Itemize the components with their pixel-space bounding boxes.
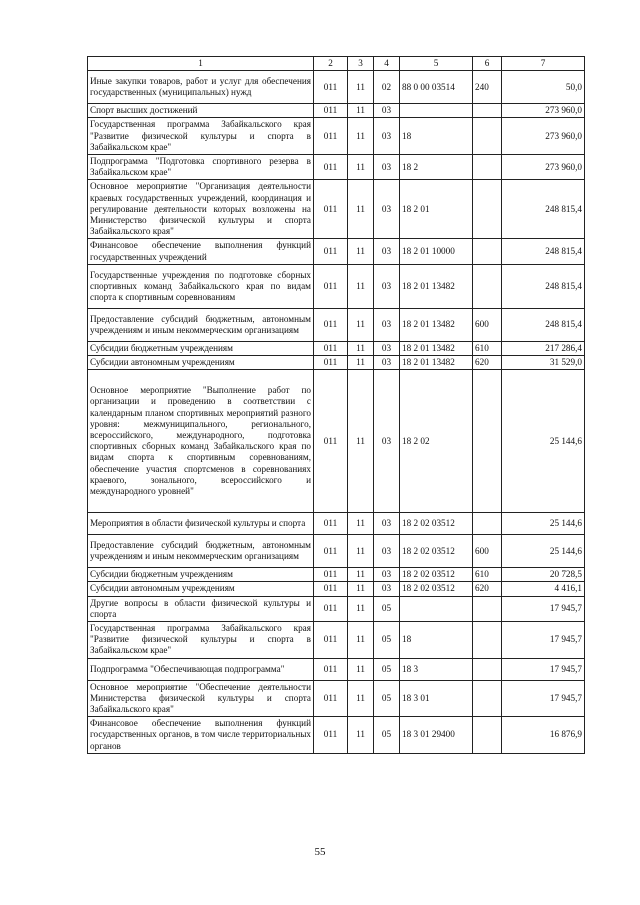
expense-type-cell: 620 <box>473 356 502 370</box>
item-name-cell: Финансовое обеспечение выполнения функций государственных органов, в том числе территориальных органов <box>88 717 314 754</box>
header-cell: 4 <box>374 57 400 71</box>
section-cell: 11 <box>348 680 374 717</box>
ministry-code-cell: 011 <box>314 264 348 308</box>
ministry-code-cell: 011 <box>314 71 348 104</box>
table-row <box>88 180 585 239</box>
header-cell: 1 <box>88 57 314 71</box>
target-article-cell: 18 2 01 13482 <box>400 308 473 341</box>
table-row <box>88 118 585 155</box>
section-cell: 11 <box>348 180 374 239</box>
target-article-cell <box>400 104 473 118</box>
table-row <box>88 155 585 180</box>
section-cell: 11 <box>348 264 374 308</box>
section-cell: 11 <box>348 582 374 596</box>
table-row <box>88 717 585 754</box>
subsection-cell: 05 <box>374 622 400 659</box>
page-number: 55 <box>314 846 326 858</box>
amount-cell: 17 945,7 <box>502 596 585 621</box>
section-cell: 11 <box>348 622 374 659</box>
amount-cell: 50,0 <box>502 71 585 104</box>
table-row <box>88 568 585 582</box>
amount-cell: 273 960,0 <box>502 104 585 118</box>
amount-cell: 25 144,6 <box>502 513 585 535</box>
target-article-cell: 88 0 00 03514 <box>400 71 473 104</box>
section-cell: 11 <box>348 356 374 370</box>
amount-cell: 248 815,4 <box>502 239 585 264</box>
ministry-code-cell: 011 <box>314 622 348 659</box>
expense-type-cell <box>473 370 502 513</box>
ministry-code-cell: 011 <box>314 582 348 596</box>
section-cell: 11 <box>348 658 374 680</box>
section-cell: 11 <box>348 341 374 355</box>
amount-cell: 31 529,0 <box>502 356 585 370</box>
header-cell: 7 <box>502 57 585 71</box>
section-cell: 11 <box>348 370 374 513</box>
subsection-cell: 03 <box>374 308 400 341</box>
item-name-cell: Государственная программа Забайкальского края "Развитие физической культуры и спорта в Забайкальском крае" <box>88 622 314 659</box>
table-row <box>88 264 585 308</box>
expense-type-cell: 620 <box>473 582 502 596</box>
expense-type-cell <box>473 658 502 680</box>
ministry-code-cell: 011 <box>314 680 348 717</box>
amount-cell: 273 960,0 <box>502 118 585 155</box>
item-name-cell: Мероприятия в области физической культуры и спорта <box>88 513 314 535</box>
section-cell: 11 <box>348 118 374 155</box>
section-cell: 11 <box>348 104 374 118</box>
header-cell: 5 <box>400 57 473 71</box>
item-name-cell: Предоставление субсидий бюджетным, автономным учреждениям и иным некоммерческим организациям <box>88 535 314 568</box>
item-name-cell: Субсидии бюджетным учреждениям <box>88 341 314 355</box>
table-row <box>88 622 585 659</box>
expense-type-cell <box>473 622 502 659</box>
ministry-code-cell: 011 <box>314 513 348 535</box>
item-name-cell: Иные закупки товаров, работ и услуг для обеспечения государственных (муниципальных) нужд <box>88 71 314 104</box>
item-name-cell: Субсидии бюджетным учреждениям <box>88 568 314 582</box>
header-cell: 3 <box>348 57 374 71</box>
target-article-cell: 18 3 01 <box>400 680 473 717</box>
item-name-cell: Основное мероприятие "Обеспечение деятельности Министерства физической культуры и спорта Забайкальского края" <box>88 680 314 717</box>
section-cell: 11 <box>348 308 374 341</box>
subsection-cell: 03 <box>374 118 400 155</box>
header-cell: 2 <box>314 57 348 71</box>
header-cell: 6 <box>473 57 502 71</box>
table-row <box>88 308 585 341</box>
amount-cell: 248 815,4 <box>502 264 585 308</box>
subsection-cell: 03 <box>374 341 400 355</box>
amount-cell: 17 945,7 <box>502 622 585 659</box>
target-article-cell: 18 2 02 03512 <box>400 513 473 535</box>
target-article-cell: 18 <box>400 118 473 155</box>
section-cell: 11 <box>348 71 374 104</box>
target-article-cell: 18 2 <box>400 155 473 180</box>
target-article-cell <box>400 596 473 621</box>
ministry-code-cell: 011 <box>314 341 348 355</box>
ministry-code-cell: 011 <box>314 180 348 239</box>
section-cell: 11 <box>348 717 374 754</box>
header-row <box>88 57 585 71</box>
item-name-cell: Государственная программа Забайкальского края "Развитие физической культуры и спорта в Забайкальском крае" <box>88 118 314 155</box>
subsection-cell: 03 <box>374 370 400 513</box>
table-row <box>88 71 585 104</box>
target-article-cell: 18 2 01 13482 <box>400 356 473 370</box>
table-row <box>88 535 585 568</box>
item-name-cell: Спорт высших достижений <box>88 104 314 118</box>
expense-type-cell <box>473 180 502 239</box>
subsection-cell: 03 <box>374 180 400 239</box>
item-name-cell: Субсидии автономным учреждениям <box>88 356 314 370</box>
subsection-cell: 03 <box>374 582 400 596</box>
target-article-cell: 18 2 01 13482 <box>400 264 473 308</box>
table-row <box>88 513 585 535</box>
amount-cell: 16 876,9 <box>502 717 585 754</box>
ministry-code-cell: 011 <box>314 568 348 582</box>
expense-type-cell <box>473 264 502 308</box>
target-article-cell: 18 <box>400 622 473 659</box>
subsection-cell: 03 <box>374 356 400 370</box>
subsection-cell: 03 <box>374 535 400 568</box>
table-row <box>88 341 585 355</box>
item-name-cell: Подпрограмма "Подготовка спортивного резерва в Забайкальском крае" <box>88 155 314 180</box>
subsection-cell: 03 <box>374 264 400 308</box>
subsection-cell: 03 <box>374 513 400 535</box>
item-name-cell: Государственные учреждения по подготовке сборных спортивных команд Забайкальского края по видам спорта к спортивным соревнованиям <box>88 264 314 308</box>
amount-cell: 217 286,4 <box>502 341 585 355</box>
item-name-cell: Основное мероприятие "Организация деятельности краевых государственных учреждений, координация и регулирование деятельности которых возложены на Министерство физической культуры и спорта Забайкальского края" <box>88 180 314 239</box>
subsection-cell: 05 <box>374 680 400 717</box>
target-article-cell: 18 2 02 03512 <box>400 582 473 596</box>
table-row <box>88 582 585 596</box>
subsection-cell: 05 <box>374 596 400 621</box>
amount-cell: 248 815,4 <box>502 180 585 239</box>
amount-cell: 17 945,7 <box>502 680 585 717</box>
subsection-cell: 03 <box>374 104 400 118</box>
amount-cell: 4 416,1 <box>502 582 585 596</box>
section-cell: 11 <box>348 513 374 535</box>
ministry-code-cell: 011 <box>314 535 348 568</box>
expense-type-cell: 600 <box>473 308 502 341</box>
target-article-cell: 18 2 02 03512 <box>400 535 473 568</box>
expense-type-cell <box>473 155 502 180</box>
table-row <box>88 658 585 680</box>
amount-cell: 273 960,0 <box>502 155 585 180</box>
section-cell: 11 <box>348 596 374 621</box>
table-row <box>88 239 585 264</box>
ministry-code-cell: 011 <box>314 308 348 341</box>
item-name-cell: Финансовое обеспечение выполнения функций государственных учреждений <box>88 239 314 264</box>
target-article-cell: 18 2 01 13482 <box>400 341 473 355</box>
expense-type-cell <box>473 680 502 717</box>
section-cell: 11 <box>348 239 374 264</box>
target-article-cell: 18 2 01 10000 <box>400 239 473 264</box>
subsection-cell: 05 <box>374 658 400 680</box>
budget-table <box>87 56 585 754</box>
expense-type-cell <box>473 104 502 118</box>
target-article-cell: 18 3 01 29400 <box>400 717 473 754</box>
expense-type-cell: 600 <box>473 535 502 568</box>
expense-type-cell <box>473 118 502 155</box>
section-cell: 11 <box>348 535 374 568</box>
expense-type-cell <box>473 596 502 621</box>
subsection-cell: 03 <box>374 239 400 264</box>
target-article-cell: 18 3 <box>400 658 473 680</box>
item-name-cell: Субсидии автономным учреждениям <box>88 582 314 596</box>
expense-type-cell <box>473 717 502 754</box>
expense-type-cell: 240 <box>473 71 502 104</box>
amount-cell: 248 815,4 <box>502 308 585 341</box>
expense-type-cell: 610 <box>473 568 502 582</box>
amount-cell: 17 945,7 <box>502 658 585 680</box>
table-row <box>88 370 585 513</box>
table-row <box>88 680 585 717</box>
item-name-cell: Другие вопросы в области физической культуры и спорта <box>88 596 314 621</box>
item-name-cell: Основное мероприятие "Выполнение работ по организации и проведению в соответствии с календарным планом спортивных мероприятий разного уровня: межмуниципального, регионального, всероссийского, международного, подготовка спортивных сборных команд Забайкальского края по видам спорта к спортивным соревнованиям, обеспечение участия спортсменов в соревнованиях краевого, зонального, всероссийского и международного уровней" <box>88 370 314 513</box>
target-article-cell: 18 2 02 <box>400 370 473 513</box>
amount-cell: 25 144,6 <box>502 370 585 513</box>
subsection-cell: 05 <box>374 717 400 754</box>
ministry-code-cell: 011 <box>314 118 348 155</box>
section-cell: 11 <box>348 568 374 582</box>
ministry-code-cell: 011 <box>314 155 348 180</box>
expense-type-cell: 610 <box>473 341 502 355</box>
ministry-code-cell: 011 <box>314 658 348 680</box>
target-article-cell: 18 2 01 <box>400 180 473 239</box>
section-cell: 11 <box>348 155 374 180</box>
table-row <box>88 356 585 370</box>
ministry-code-cell: 011 <box>314 596 348 621</box>
expense-type-cell <box>473 513 502 535</box>
ministry-code-cell: 011 <box>314 356 348 370</box>
subsection-cell: 02 <box>374 71 400 104</box>
subsection-cell: 03 <box>374 568 400 582</box>
table-body <box>88 71 585 754</box>
amount-cell: 25 144,6 <box>502 535 585 568</box>
item-name-cell: Предоставление субсидий бюджетным, автономным учреждениям и иным некоммерческим организациям <box>88 308 314 341</box>
table-row <box>88 104 585 118</box>
ministry-code-cell: 011 <box>314 104 348 118</box>
expense-type-cell <box>473 239 502 264</box>
ministry-code-cell: 011 <box>314 717 348 754</box>
subsection-cell: 03 <box>374 155 400 180</box>
ministry-code-cell: 011 <box>314 370 348 513</box>
amount-cell: 20 728,5 <box>502 568 585 582</box>
ministry-code-cell: 011 <box>314 239 348 264</box>
table-row <box>88 596 585 621</box>
item-name-cell: Подпрограмма "Обеспечивающая подпрограмма" <box>88 658 314 680</box>
target-article-cell: 18 2 02 03512 <box>400 568 473 582</box>
